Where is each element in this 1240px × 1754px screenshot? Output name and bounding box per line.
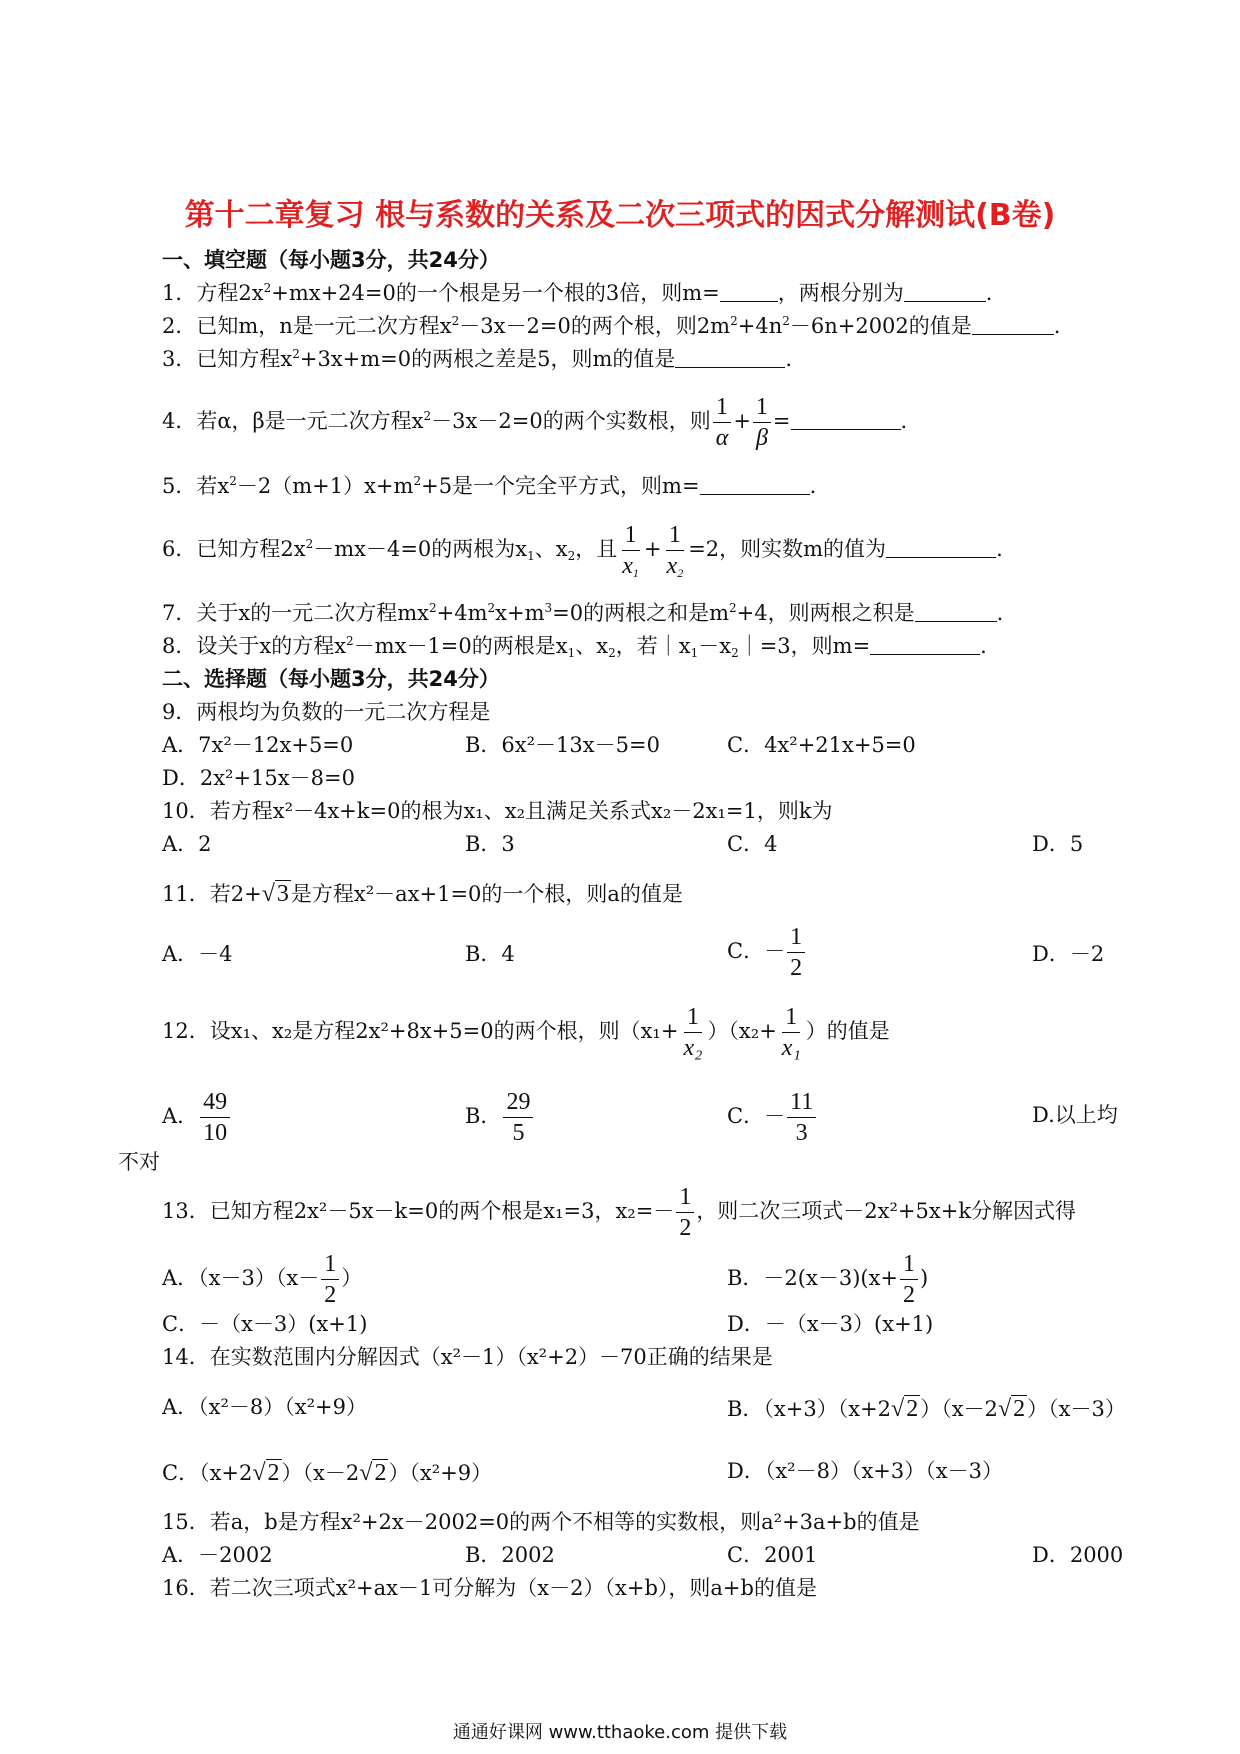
- question-3: 3．已知方程$x^2+3x+m=0$的两根之差是5，则m的值是 .: [162, 347, 793, 371]
- answer-blank: [675, 351, 785, 368]
- question-9: 9．两根均为负数的一元二次方程是: [162, 700, 491, 724]
- option-d: D．2000: [1032, 1543, 1124, 1567]
- option-c: C．－（x－3）(x+1): [162, 1312, 368, 1336]
- option-c: C．－ $\frac{11}{3}$: [727, 1090, 818, 1145]
- question-4: 4．若α，β是一元二次方程$x^2-3x-2=0$的两个实数根，则 $\frac{1}{\alpha}$ + $\frac{1}{\beta}$ = .: [162, 394, 908, 451]
- question-8: 8．设关于x的方程$x^2-mx-1=0$的两根是$x_1$、$x_2$，若$|x_1-x_2|=3$，则m= .: [162, 634, 987, 660]
- option-a: A．（x²－8）（x²+9）: [162, 1395, 368, 1419]
- option-a: A． $\frac{49}{10}$: [162, 1090, 232, 1145]
- answer-blank: [870, 638, 980, 655]
- fraction: $\frac{1}{2}$: [787, 925, 805, 980]
- section-multiple-choice: 二、选择题（每小题3分，共24分）: [162, 667, 500, 691]
- option-a: A．（x－3）（x－ $\frac{1}{2}$ ）: [162, 1251, 363, 1308]
- question-5: 5．若$x^2-2(m+1)x+m^2+5$是一个完全平方式，则m= .: [162, 474, 817, 498]
- answer-blank: [915, 605, 997, 622]
- fraction: $\frac{1}{\beta}$: [753, 395, 771, 450]
- fraction: $\frac{1}{x_1}$: [622, 522, 639, 580]
- option-b: B．4: [465, 942, 515, 966]
- fraction: $\frac{1}{2}$: [900, 1252, 918, 1307]
- question-11: 11．若2+√3是方程x²－ax+1=0的一个根，则a的值是: [162, 881, 683, 907]
- option-a: A．2: [162, 832, 212, 856]
- answer-blank: [700, 478, 810, 495]
- question-14: 14．在实数范围内分解因式（x²－1）（x²+2）－70正确的结果是: [162, 1345, 773, 1369]
- option-a: A．－4: [162, 942, 233, 966]
- question-16: 16．若二次三项式x²+ax－1可分解为（x－2）（x+b），则a+b的值是: [162, 1576, 817, 1600]
- option-b: B．2002: [465, 1543, 555, 1567]
- question-10: 10．若方程x²－4x+k=0的根为x₁、x₂且满足关系式x₂－2x₁=1，则k为: [162, 799, 833, 823]
- option-c: C．（x+2√2）（x－2√2）（x²+9）: [162, 1460, 493, 1486]
- option-b: B．（x+3）（x+2√2）（x－2√2）（x－3）: [727, 1396, 1126, 1422]
- question-2: 2．已知m，n是一元二次方程$x^2-3x-2=0$的两个根，则$2m^2+4n^2-6n+2002$的值是 .: [162, 314, 1061, 338]
- option-d: D.以上均: [1032, 1103, 1118, 1127]
- fraction: $\frac{1}{2}$: [321, 1252, 339, 1307]
- answer-blank: [791, 413, 901, 430]
- fraction: $\frac{1}{\text{x₂}}$: [683, 1004, 703, 1061]
- fraction: $\frac{1}{\text{x₁}}$: [781, 1004, 801, 1061]
- fraction: $\frac{11}{3}$: [787, 1090, 816, 1145]
- option-d: D．－2: [1032, 942, 1105, 966]
- option-d: D．2x²+15x－8=0: [162, 766, 355, 790]
- option-c: C．4x²+21x+5=0: [727, 733, 916, 757]
- page-footer: 通通好课网 www.tthaoke.com 提供下载: [452, 1722, 788, 1743]
- question-6: 6．已知方程$2x^2-mx-4=0$的两根为$x_1$、$x_2$，且 $\frac{1}{x_1}$ + $\frac{1}{x_2}$ =2，则实数m的值为 .: [162, 522, 1003, 580]
- fraction: $\frac{1}{\alpha}$: [713, 395, 732, 450]
- answer-blank: [904, 285, 986, 302]
- fraction: $\frac{49}{10}$: [200, 1090, 230, 1145]
- question-12: 12．设x₁、x₂是方程2x²+8x+5=0的两个根，则（x₁+ $\frac{1}{\text{x₂}}$ ）（x₂+ $\frac{1}{\text{x₁}}$ ）的值是: [162, 1004, 890, 1061]
- question-7: 7．关于x的一元二次方程$mx^2+4m^2x+m^3=0$的两根之和是$m^2+4$，则两根之积是 .: [162, 601, 1004, 625]
- answer-blank: [972, 318, 1054, 335]
- question-1: 1．方程$2x^2+mx+24=0$的一个根是另一个根的3倍，则m= ，两根分别为 .: [162, 281, 993, 305]
- option-b: B．6x²－13x－5=0: [465, 733, 660, 757]
- fraction: $\frac{1}{x_2}$: [666, 522, 684, 580]
- square-root: √2: [997, 1396, 1026, 1422]
- option-c: C．4: [727, 832, 778, 856]
- page-title: 第十二章复习 根与系数的关系及二次三项式的因式分解测试(B卷): [184, 198, 1056, 233]
- option-d: D．5: [1032, 832, 1084, 856]
- option-d-continued: 不对: [118, 1150, 160, 1174]
- question-13: 13．已知方程2x²－5x－k=0的两个根是x₁=3，x₂=－ $\frac{1}{2}$ ，则二次三项式－2x²+5x+k分解因式得: [162, 1184, 1077, 1241]
- option-b: B． $\frac{29}{5}$: [465, 1090, 535, 1145]
- answer-blank: [720, 285, 778, 302]
- option-a: A．7x²－12x+5=0: [162, 733, 354, 757]
- section-fill-in: 一、填空题（每小题3分，共24分）: [162, 248, 500, 272]
- square-root: √3: [261, 881, 289, 907]
- option-d: D．（x²－8）（x+3）（x－3）: [727, 1459, 1003, 1483]
- option-b: B．3: [465, 832, 515, 856]
- fraction: $\frac{1}{2}$: [676, 1185, 694, 1240]
- square-root: √2: [252, 1460, 280, 1486]
- option-a: A．－2002: [162, 1543, 273, 1567]
- option-b: B．－2(x－3)(x+ $\frac{1}{2}$ ): [727, 1251, 929, 1308]
- option-c: C．2001: [727, 1543, 818, 1567]
- square-root: √2: [359, 1460, 387, 1486]
- answer-blank: [886, 541, 996, 558]
- option-c: C．－ $\frac{1}{2}$: [727, 925, 807, 980]
- square-root: √2: [891, 1396, 919, 1422]
- option-d: D．－（x－3）(x+1): [727, 1312, 934, 1336]
- question-15: 15．若a，b是方程x²+2x－2002=0的两个不相等的实数根，则a²+3a+b的值是: [162, 1510, 920, 1534]
- fraction: $\frac{29}{5}$: [503, 1090, 533, 1145]
